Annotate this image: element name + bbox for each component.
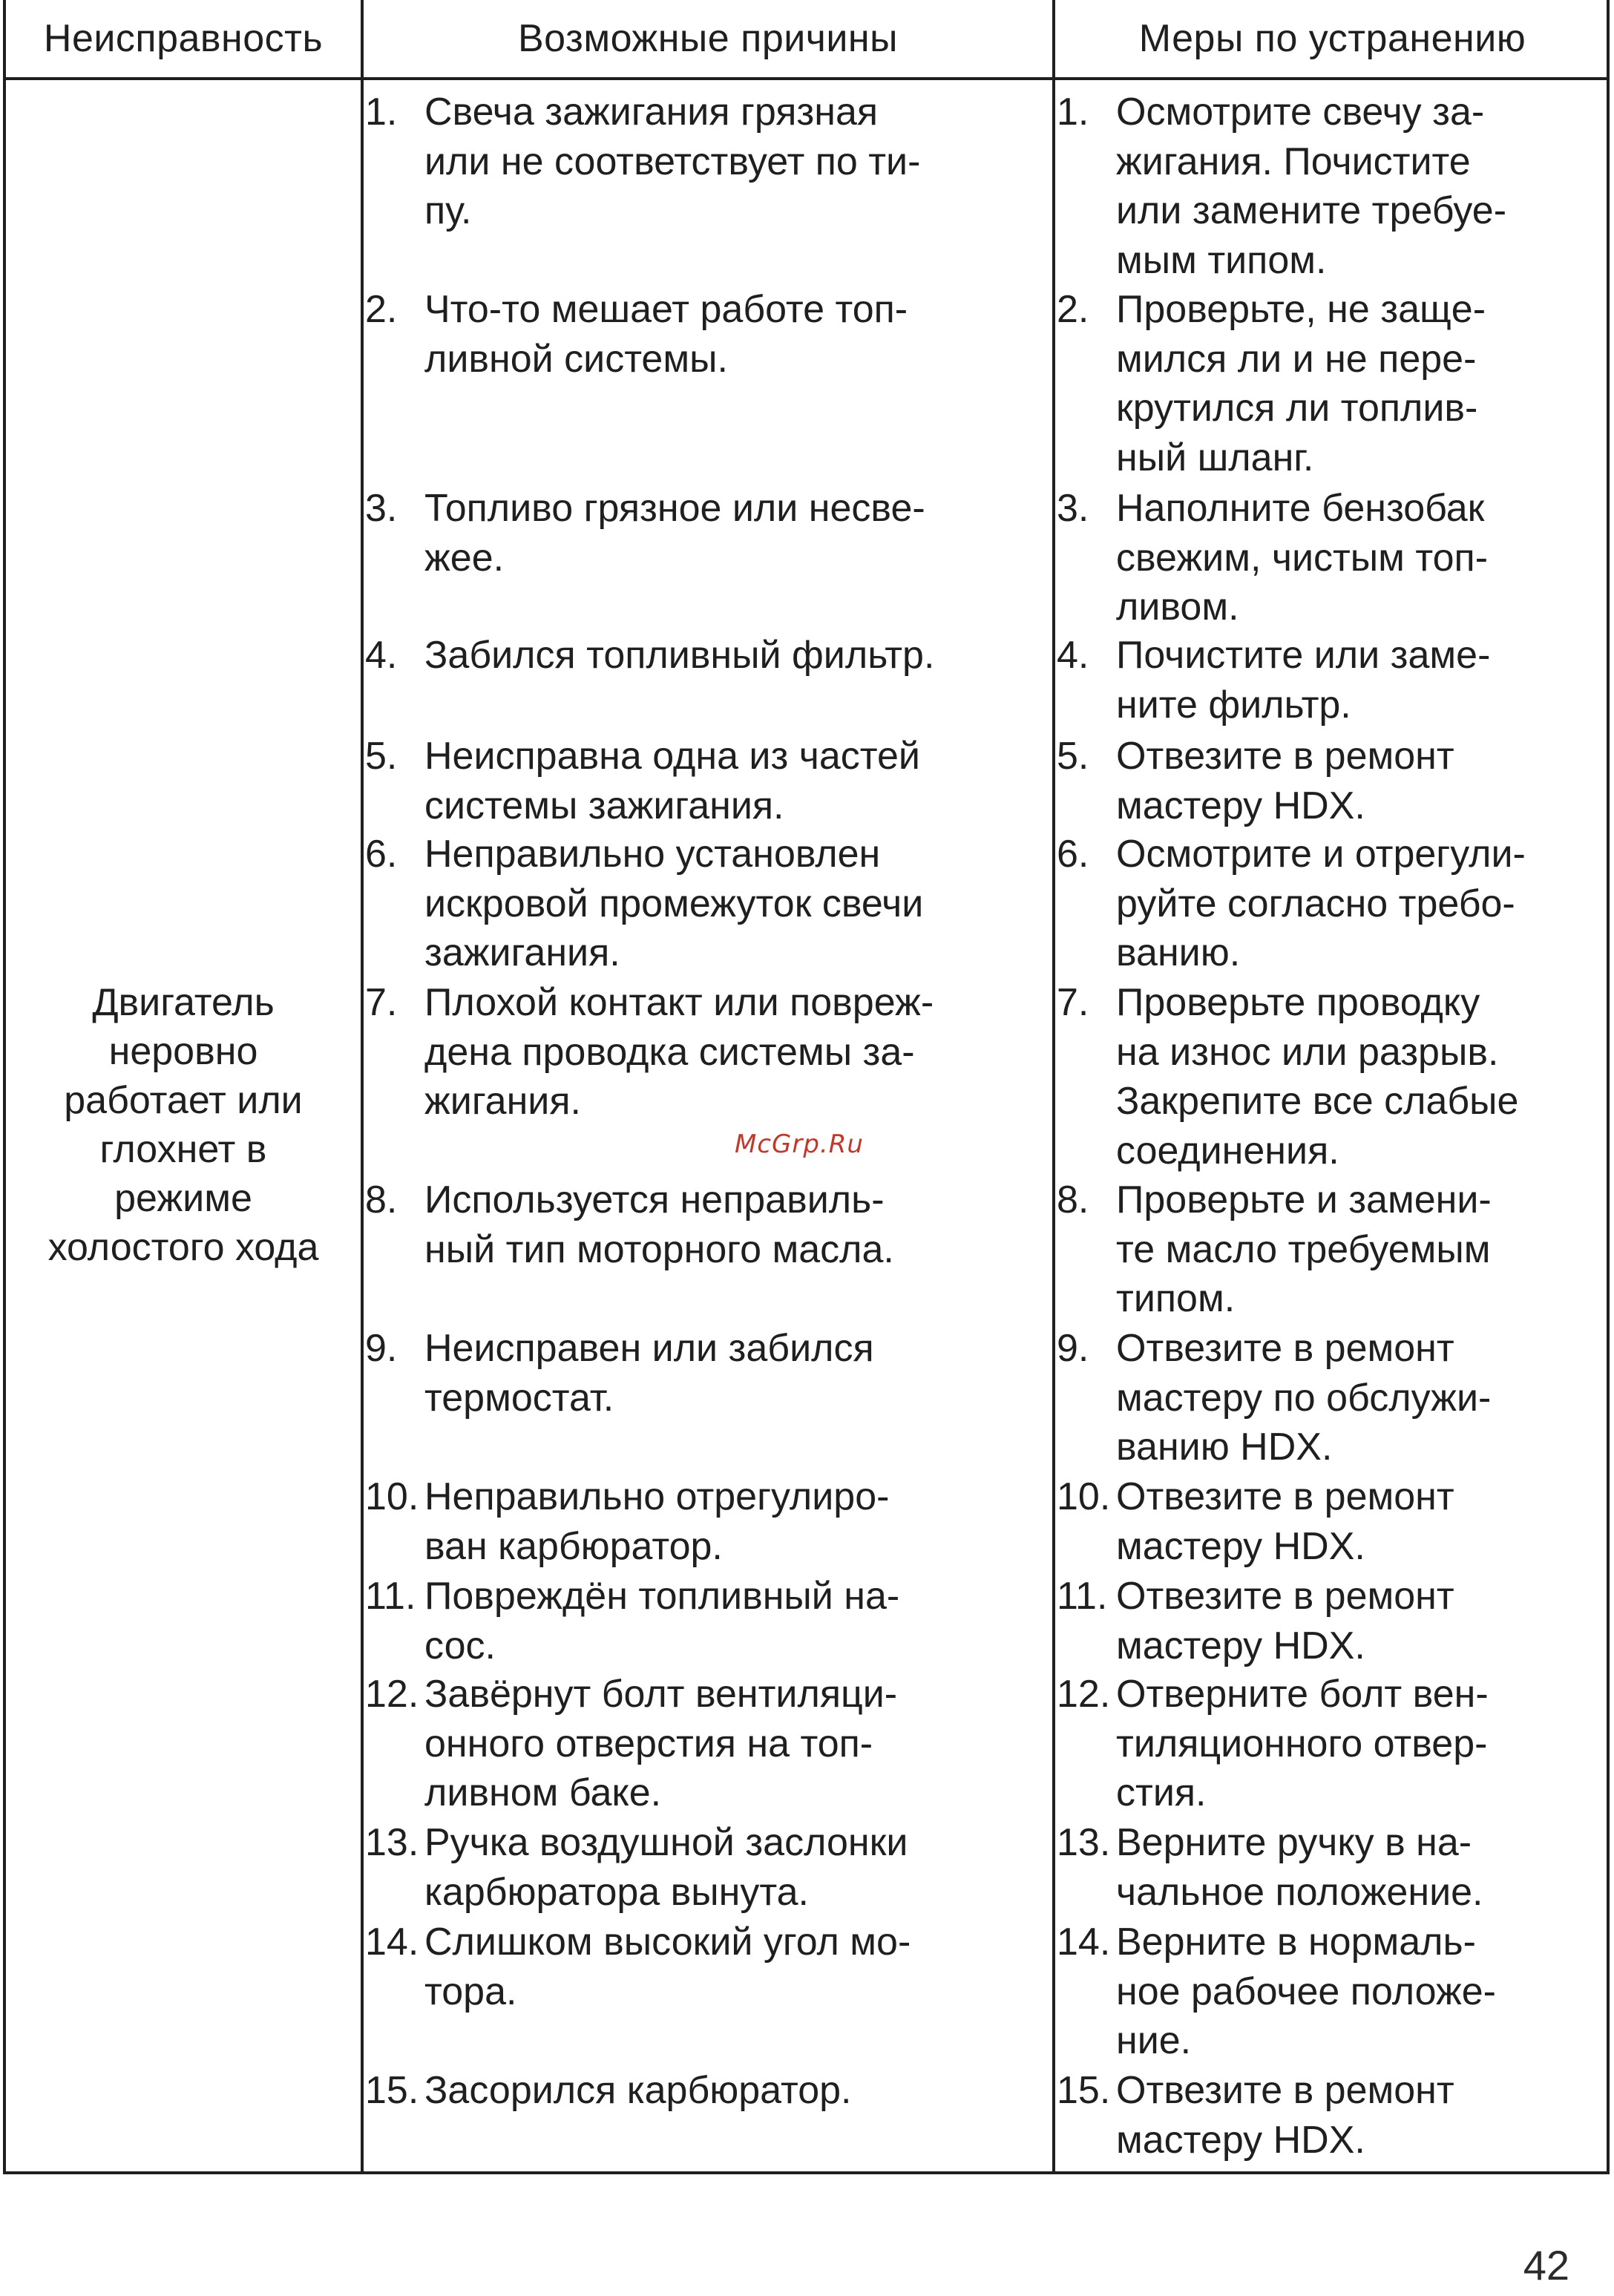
header-causes: Возможные причины bbox=[517, 17, 899, 60]
cause-text: Топливо грязное или несве- жее. bbox=[424, 487, 925, 580]
fix-item bbox=[1057, 484, 1606, 632]
fix-number: 7. bbox=[1057, 981, 1089, 1024]
cause-number: 10. bbox=[365, 1475, 419, 1518]
fix-text: Отвезите в ремонт мастеру по обслужи- ванию HDX. bbox=[1116, 1327, 1492, 1469]
cause-item bbox=[365, 1572, 1040, 1670]
cause-number: 5. bbox=[365, 735, 398, 778]
fix-text: Почистите или заме- ните фильтр. bbox=[1116, 634, 1491, 726]
fix-text: Проверьте, не защe- мился ли и не пере- крутился ли топлив- ный шланг. bbox=[1116, 288, 1486, 479]
cause-text: Ручка воздушной заслонки карбюратора вынута. bbox=[424, 1821, 908, 1914]
fix-text: Отвезите в ремонт мастеру HDX. bbox=[1116, 2069, 1454, 2162]
fix-number: 12. bbox=[1057, 1673, 1111, 1716]
cause-number: 2. bbox=[365, 288, 398, 331]
cause-number: 12. bbox=[365, 1673, 419, 1716]
troubleshooting-table bbox=[3, 0, 1610, 2174]
cause-item bbox=[365, 1324, 1040, 1423]
fix-text: Осмотрите свечу за- жигания. Почистите или замените требуе- мым типом. bbox=[1116, 91, 1507, 282]
cause-text: Забился топливный фильтр. bbox=[424, 634, 935, 677]
cause-number: 4. bbox=[365, 634, 398, 677]
cause-text: Что-то мешает работе топ- ливной системы. bbox=[424, 288, 908, 381]
cause-number: 9. bbox=[365, 1327, 398, 1370]
fix-item bbox=[1057, 631, 1606, 729]
cause-item bbox=[365, 484, 1040, 583]
cause-text: Повреждён топливный на- сос. bbox=[424, 1575, 900, 1667]
cause-number: 1. bbox=[365, 91, 398, 134]
watermark: McGrp.Ru bbox=[735, 1129, 864, 1159]
cause-item bbox=[365, 1818, 1040, 1917]
fault-description bbox=[6, 978, 361, 1272]
fix-item bbox=[1057, 1324, 1606, 1472]
cause-text: Неисправен или забился термостат. bbox=[424, 1327, 874, 1420]
cause-number: 14. bbox=[365, 1921, 419, 1964]
column-divider bbox=[1052, 0, 1055, 2171]
cause-number: 15. bbox=[365, 2069, 419, 2112]
fix-text: Отверните болт вен- тиляционного отвер- стия. bbox=[1116, 1673, 1489, 1814]
fix-number: 11. bbox=[1057, 1575, 1108, 1618]
cause-text: Завёрнут болт вентиляци- онного отверстия на топ- ливном баке. bbox=[424, 1673, 898, 1814]
cause-text: Неправильно отрегулиро- ван карбюратор. bbox=[424, 1475, 890, 1568]
fix-number: 1. bbox=[1057, 91, 1089, 134]
cause-item bbox=[365, 88, 1040, 236]
cause-number: 6. bbox=[365, 833, 398, 876]
fix-number: 14. bbox=[1057, 1921, 1111, 1964]
cause-text: Неисправна одна из частей системы зажигания. bbox=[424, 735, 920, 827]
cause-item bbox=[365, 1918, 1040, 2016]
fix-item bbox=[1057, 88, 1606, 285]
fix-item bbox=[1057, 830, 1606, 978]
cause-item bbox=[365, 732, 1040, 830]
cause-item bbox=[365, 830, 1040, 978]
cause-item bbox=[365, 2066, 1040, 2116]
fix-number: 10. bbox=[1057, 1475, 1111, 1518]
column-divider bbox=[361, 0, 364, 2171]
cause-text: Неправильно установлен искровой промежуток свечи зажигания. bbox=[424, 833, 924, 974]
fix-item bbox=[1057, 1918, 1606, 2066]
fix-number: 3. bbox=[1057, 487, 1089, 530]
cause-number: 11. bbox=[365, 1575, 416, 1618]
fix-number: 13. bbox=[1057, 1821, 1111, 1864]
fix-text: Отвезите в ремонт мастеру HDX. bbox=[1116, 735, 1454, 827]
cause-text: Плохой контакт или повреж- дена проводка системы за- жигания. bbox=[424, 981, 934, 1123]
fix-number: 4. bbox=[1057, 634, 1089, 677]
cause-item bbox=[365, 1472, 1040, 1571]
fix-text: Наполните бензобак свежим, чистым топ- ливом. bbox=[1116, 487, 1489, 629]
cause-number: 13. bbox=[365, 1821, 419, 1864]
cause-text: Свеча зажигания грязная или не соответствует по ти- пу. bbox=[424, 91, 921, 232]
cause-text: Используется неправиль- ный тип моторного масла. bbox=[424, 1178, 894, 1271]
fix-item bbox=[1057, 1818, 1606, 1917]
cause-number: 8. bbox=[365, 1178, 398, 1221]
fix-text: Верните ручку в на- чальное положение. bbox=[1116, 1821, 1483, 1914]
cause-number: 3. bbox=[365, 487, 398, 530]
fix-text: Проверьте и замени- те масло требуемым типом. bbox=[1116, 1178, 1492, 1320]
fix-number: 2. bbox=[1057, 288, 1089, 331]
cause-item bbox=[365, 631, 1040, 680]
fix-text: Проверьте проводку на износ или разрыв. Закрепите все слабые соединения. bbox=[1116, 981, 1519, 1172]
fix-item bbox=[1057, 285, 1606, 482]
fix-number: 5. bbox=[1057, 735, 1089, 778]
fix-item bbox=[1057, 1670, 1606, 1818]
fix-item bbox=[1057, 1472, 1606, 1571]
fix-item bbox=[1057, 1175, 1606, 1324]
header-fixes: Меры по устранению bbox=[1138, 17, 1526, 60]
cause-text: Засорился карбюратор. bbox=[424, 2069, 852, 2112]
fix-text: Верните в нормаль- ное рабочее положе- ние. bbox=[1116, 1921, 1497, 2062]
fix-item bbox=[1057, 2066, 1606, 2165]
cause-item bbox=[365, 285, 1040, 384]
header-fault: Неисправность bbox=[43, 17, 324, 60]
fault-text: Двигатель неровно работает или глохнет в режиме холостого хода bbox=[47, 981, 319, 1269]
fix-text: Осмотрите и отрегули- руйте согласно требо- ванию. bbox=[1116, 833, 1526, 974]
fix-number: 9. bbox=[1057, 1327, 1089, 1370]
cause-number: 7. bbox=[365, 981, 398, 1024]
fix-item bbox=[1057, 1572, 1606, 1670]
cause-item bbox=[365, 1175, 1040, 1274]
fix-text: Отвезите в ремонт мастеру HDX. bbox=[1116, 1475, 1454, 1568]
cause-item bbox=[365, 1670, 1040, 1818]
cause-item bbox=[365, 978, 1040, 1126]
fix-item bbox=[1057, 978, 1606, 1175]
fix-number: 6. bbox=[1057, 833, 1089, 876]
cause-text: Слишком высокий угол мо- тора. bbox=[424, 1921, 911, 2013]
fix-number: 8. bbox=[1057, 1178, 1089, 1221]
fix-item bbox=[1057, 732, 1606, 830]
page-number: 42 bbox=[1523, 2242, 1569, 2289]
fix-number: 15. bbox=[1057, 2069, 1111, 2112]
fix-text: Отвезите в ремонт мастеру HDX. bbox=[1116, 1575, 1454, 1667]
